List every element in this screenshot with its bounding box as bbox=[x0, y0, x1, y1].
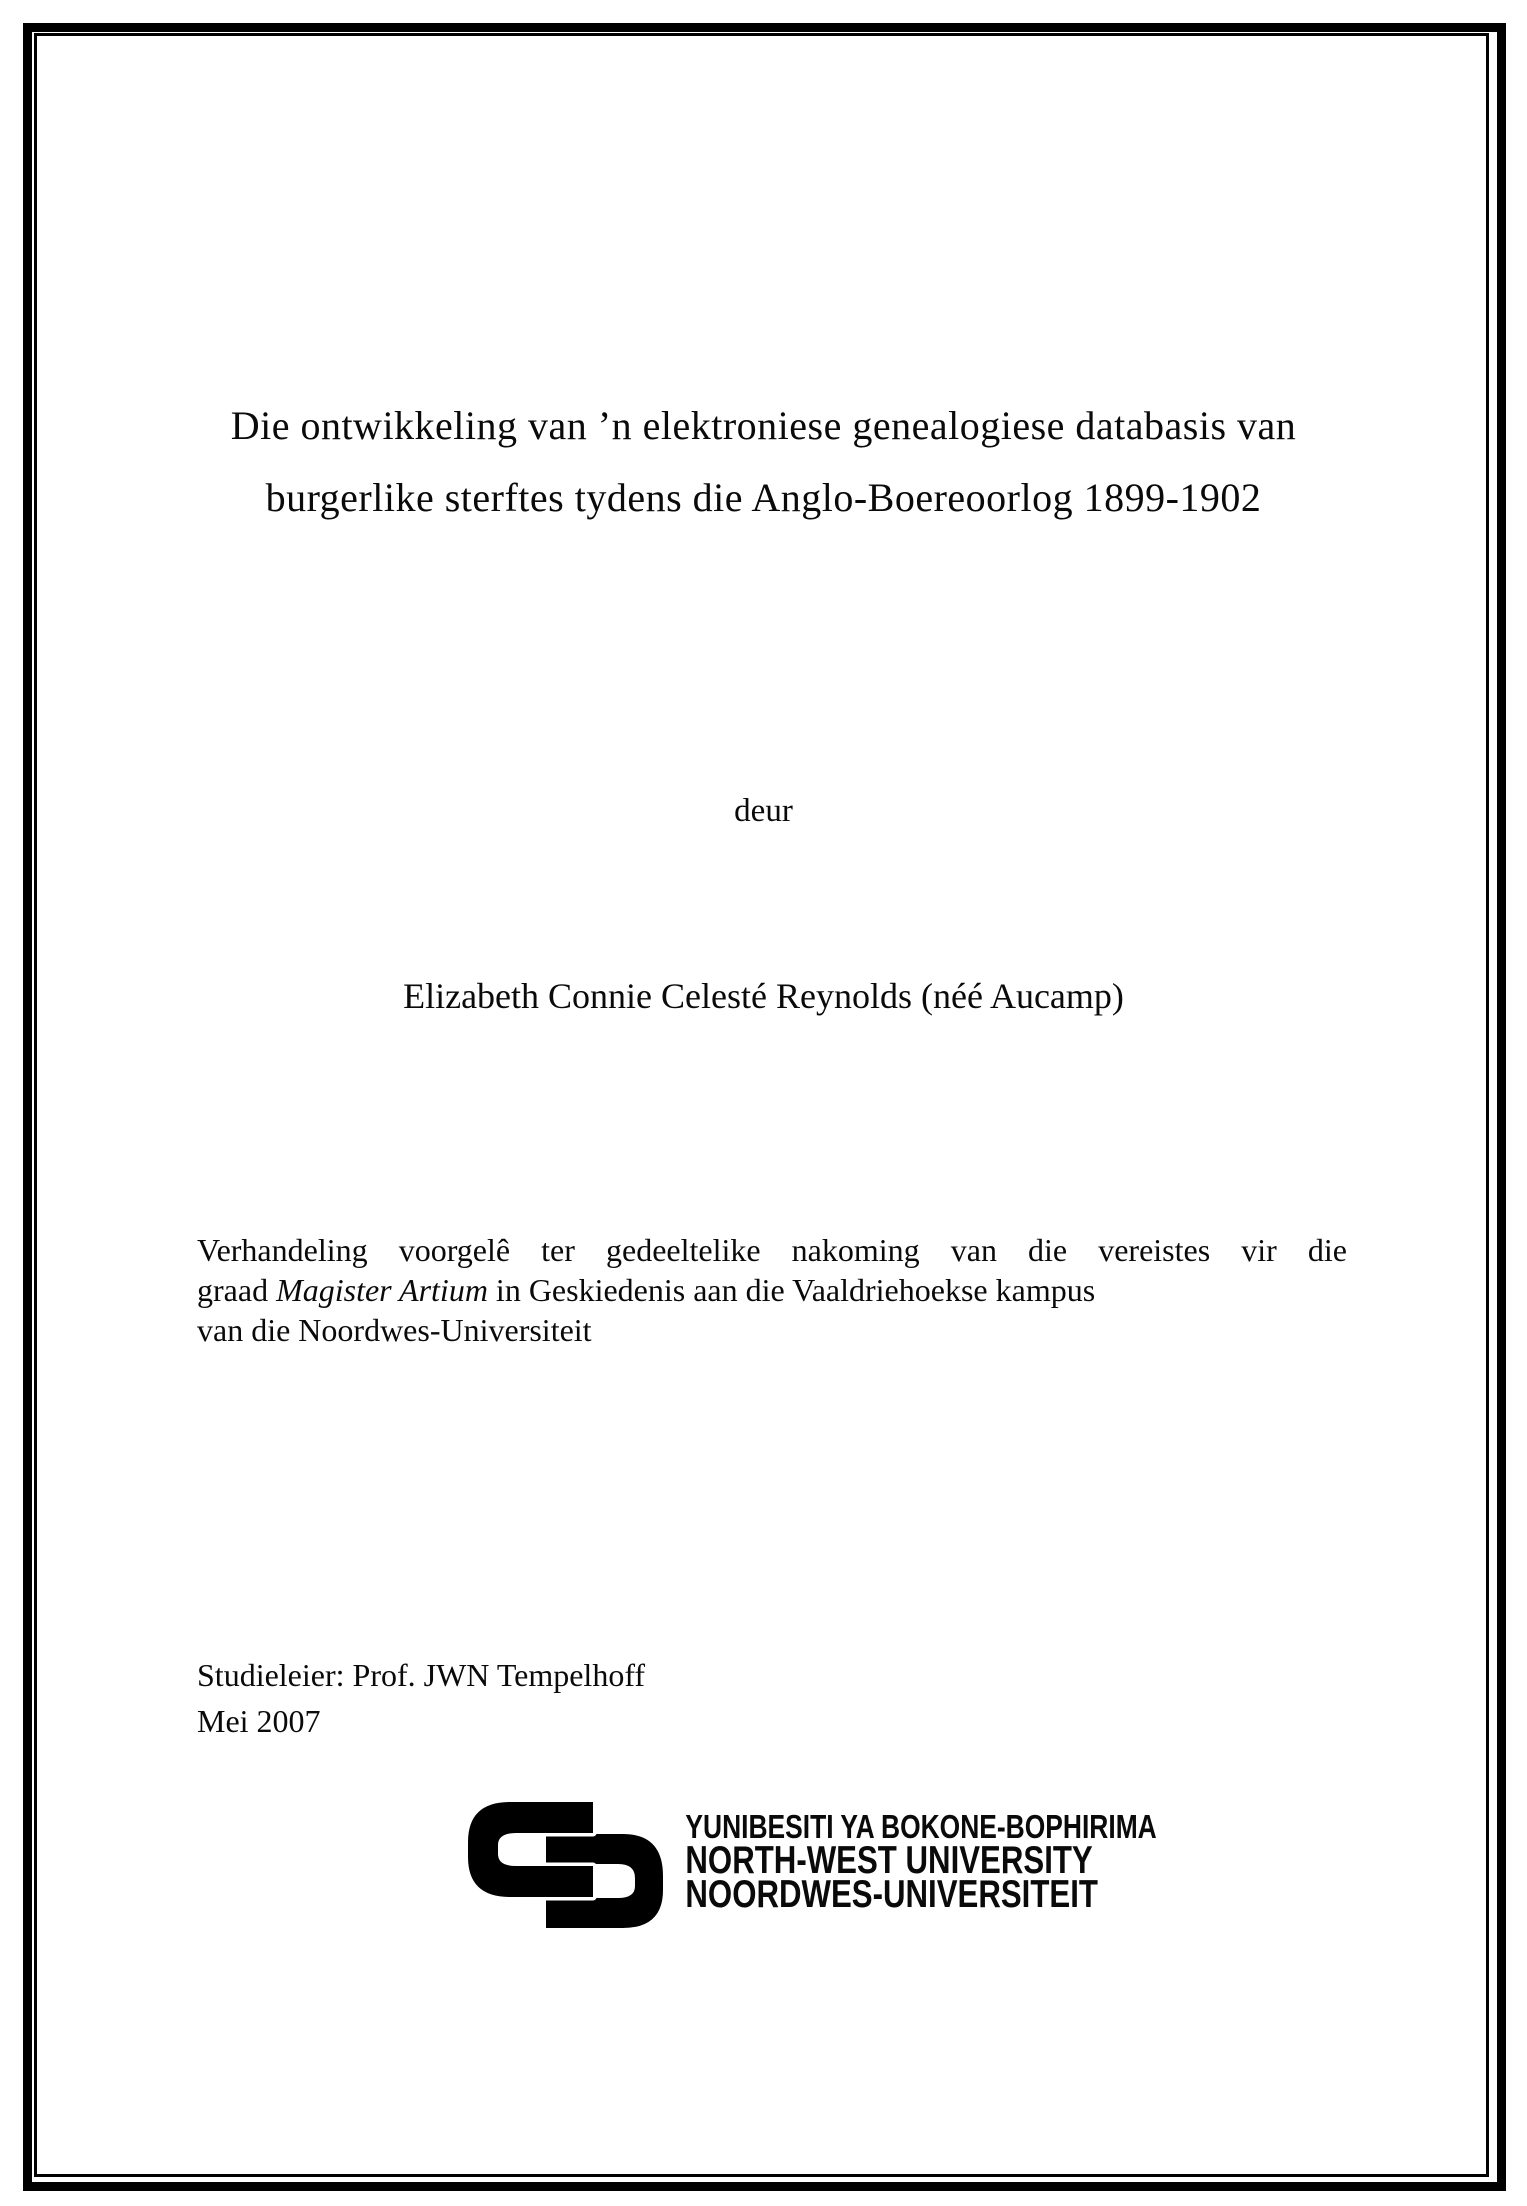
supervisor-and-date bbox=[197, 1652, 1097, 1744]
title-line-1: Die ontwikkeling van ’n elektroniese genealogiese databasis van bbox=[230, 403, 1297, 448]
degree-name-italic: Magister Artium bbox=[276, 1272, 488, 1308]
submission-line-2-prefix: graad bbox=[197, 1272, 277, 1308]
wordmark-english: NORTH-WEST UNIVERSITY bbox=[685, 1839, 1093, 1882]
submission-line-2 bbox=[197, 1270, 1347, 1310]
supervisor-line: Studieleier: Prof. JWN Tempelhoff bbox=[197, 1657, 646, 1693]
author-name: Elizabeth Connie Celesté Reynolds (néé Aucamp) bbox=[403, 976, 1124, 1016]
university-logo bbox=[468, 1802, 1157, 1932]
submission-line-2-suffix: in Geskiedenis aan die Vaaldriehoekse kampus bbox=[487, 1272, 1096, 1308]
submission-line-1: Verhandeling voorgelê ter gedeeltelike nakoming van die vereistes vir die bbox=[197, 1232, 1347, 1268]
page-title bbox=[110, 390, 1417, 534]
submission-statement bbox=[197, 1230, 1347, 1350]
wordmark-setswana: YUNIBESITI YA BOKONE-BOPHIRIMA bbox=[685, 1808, 1157, 1845]
wordmark-afrikaans: NOORDWES-UNIVERSITEIT bbox=[685, 1873, 1098, 1916]
title-line-2: burgerlike sterftes tydens die Anglo-Boereoorlog 1899-1902 bbox=[265, 475, 1262, 520]
byline-label: deur bbox=[734, 793, 793, 829]
university-wordmark bbox=[589, 1808, 1157, 1916]
date-line: Mei 2007 bbox=[197, 1703, 321, 1739]
submission-line-3: van die Noordwes-Universiteit bbox=[197, 1312, 592, 1348]
